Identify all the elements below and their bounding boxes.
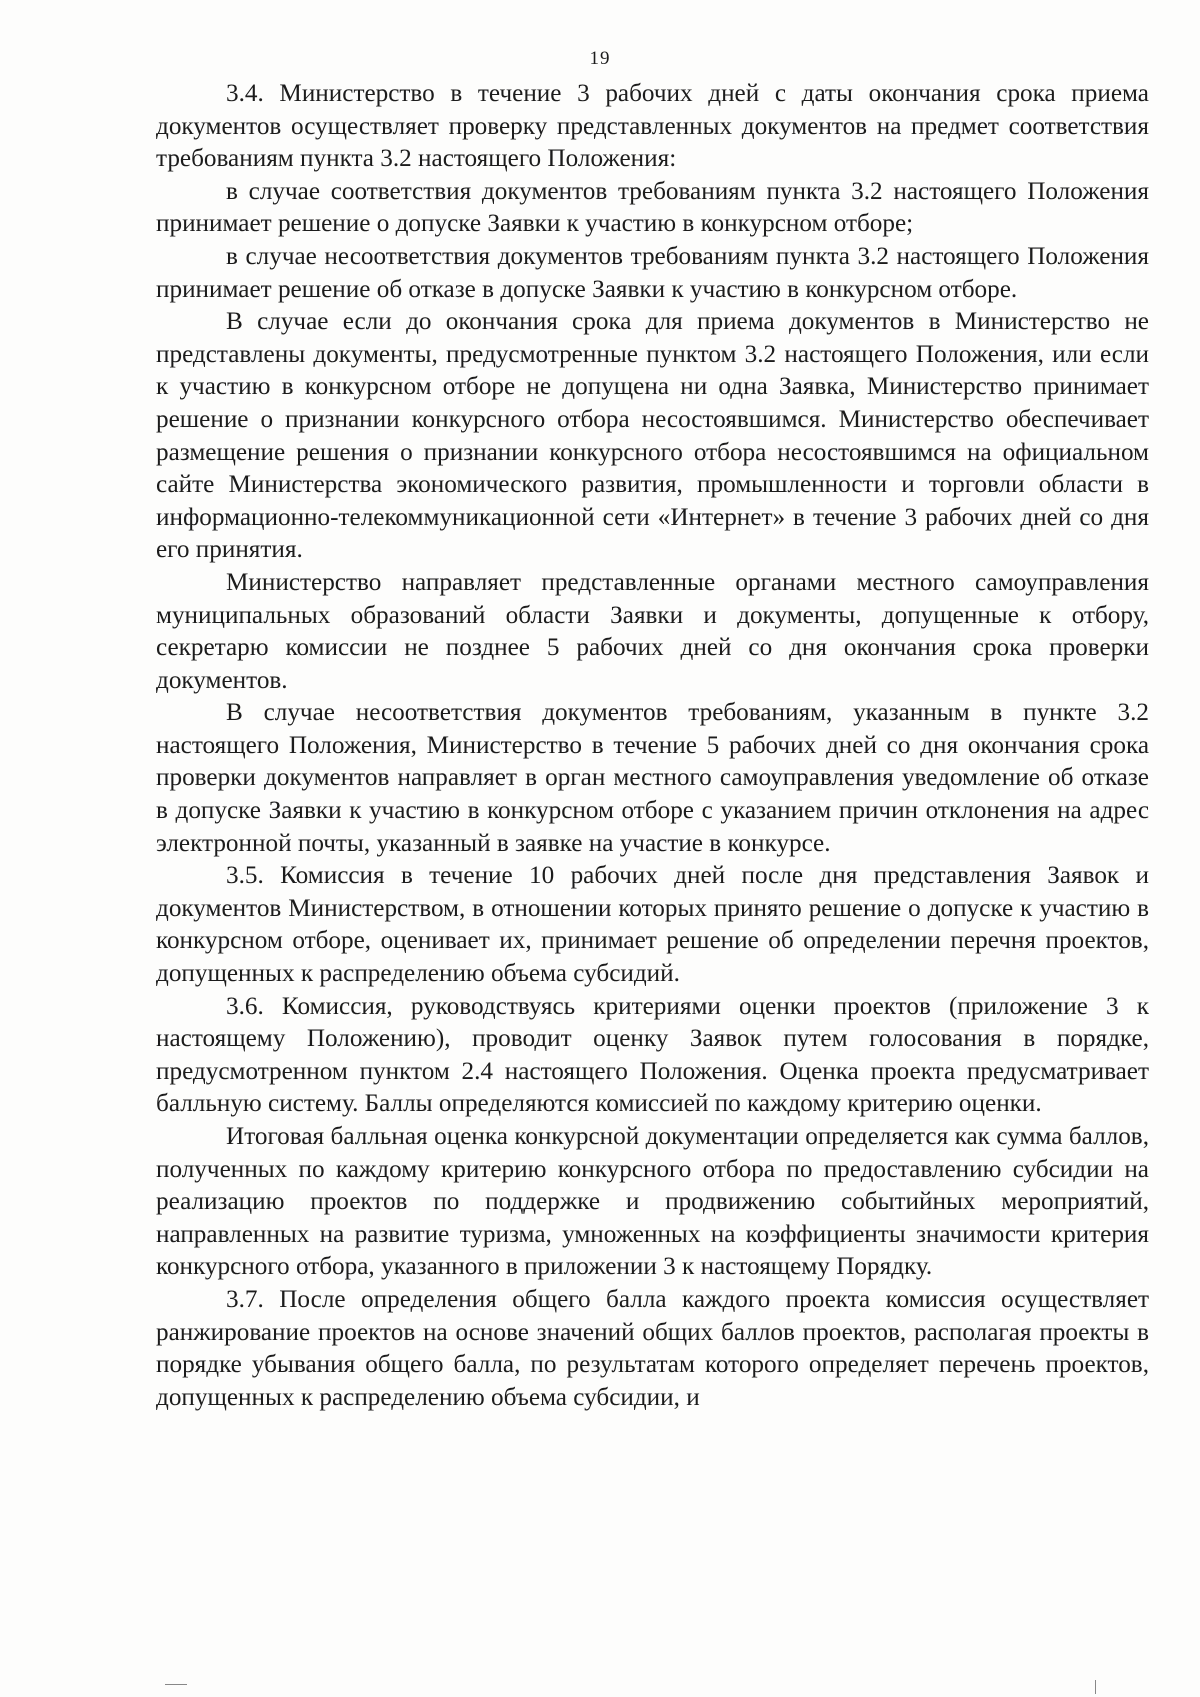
body-text	[156, 78, 1149, 1414]
paragraph-rejection-notice: В случае несоответствия документов требованиям, указанным в пункте 3.2 настоящего Положения, Министерство в течение 5 рабочих дней со дня окончания срока проверки документов направляет в орган местного самоуправления уведомление об отказе в допуске Заявки к участию в конкурсном отборе с указанием причин отклонения на адрес электронной почты, указанный в заявке на участие в конкурсе.	[156, 699, 1149, 857]
scan-artifact-bottom-right	[1095, 1680, 1096, 1694]
paragraph-3-7: 3.7. После определения общего балла каждого проекта комиссия осуществляет ранжирование проектов на основе значений общих баллов проектов, располагая проекты в порядке убывания общего балла, по результатам которого определяет перечень проектов, допущенных к распределению объема субсидии, и	[156, 1285, 1149, 1411]
paragraph-compliance-case: в случае соответствия документов требованиям пункта 3.2 настоящего Положения принимает решение о допуске Заявки к участию в конкурсном отборе;	[156, 177, 1149, 238]
scan-artifact-bottom-left	[165, 1684, 187, 1685]
paragraph-noncompliance-case: в случае несоответствия документов требованиям пункта 3.2 настоящего Положения принимает решение об отказе в допуске Заявки к участию в конкурсном отборе.	[156, 242, 1149, 303]
paragraph-documents-to-commission: Министерство направляет представленные органами местного самоуправления муниципальных образований области Заявки и документы, допущенные к отбору, секретарю комиссии не позднее 5 рабочих дней со дня окончания срока проверки документов.	[156, 568, 1149, 694]
paragraph-total-score: Итоговая балльная оценка конкурсной документации определяется как сумма баллов, полученных по каждому критерию конкурсного отбора по предоставлению субсидии на реализацию проектов по поддержке и продвижению событийных мероприятий, направленных на развитие туризма, умноженных на коэффициенты значимости критерия конкурсного отбора, указанного в приложении 3 к настоящему Порядку.	[156, 1123, 1149, 1281]
page-number: 19	[589, 48, 611, 69]
paragraph-3-6: 3.6. Комиссия, руководствуясь критериями оценки проектов (приложение 3 к настоящему Положению), проводит оценку Заявок путем голосования в порядке, предусмотренном пунктом 2.4 настоящего Положения. Оценка проекта предусматривает балльную систему. Баллы определяются комиссией по каждому критерию оценки.	[156, 992, 1149, 1118]
paragraph-3-4: 3.4. Министерство в течение 3 рабочих дней с даты окончания срока приема документов осуществляет проверку представленных документов на предмет соответствия требованиям пункта 3.2 настоящего Положения:	[156, 80, 1149, 173]
paragraph-3-5: 3.5. Комиссия в течение 10 рабочих дней после дня представления Заявок и документов Министерством, в отношении которых принято решение о допуске к участию в конкурсном отборе, оценивает их, принимает решение об определении перечня проектов, допущенных к распределению объема субсидий.	[156, 862, 1149, 988]
paragraph-failed-selection: В случае если до окончания срока для приема документов в Министерство не представлены документы, предусмотренные пунктом 3.2 настоящего Положения, или если к участию в конкурсном отборе не допущена ни одна Заявка, Министерство принимает решение о признании конкурсного отбора несостоявшимся. Министерство обеспечивает размещение решения о признании конкурсного отбора несостоявшимся на официальном сайте Министерства экономического развития, промышленности и торговли области в информационно-телекоммуникационной сети «Интернет» в течение 3 рабочих дней со дня его принятия.	[156, 308, 1149, 564]
